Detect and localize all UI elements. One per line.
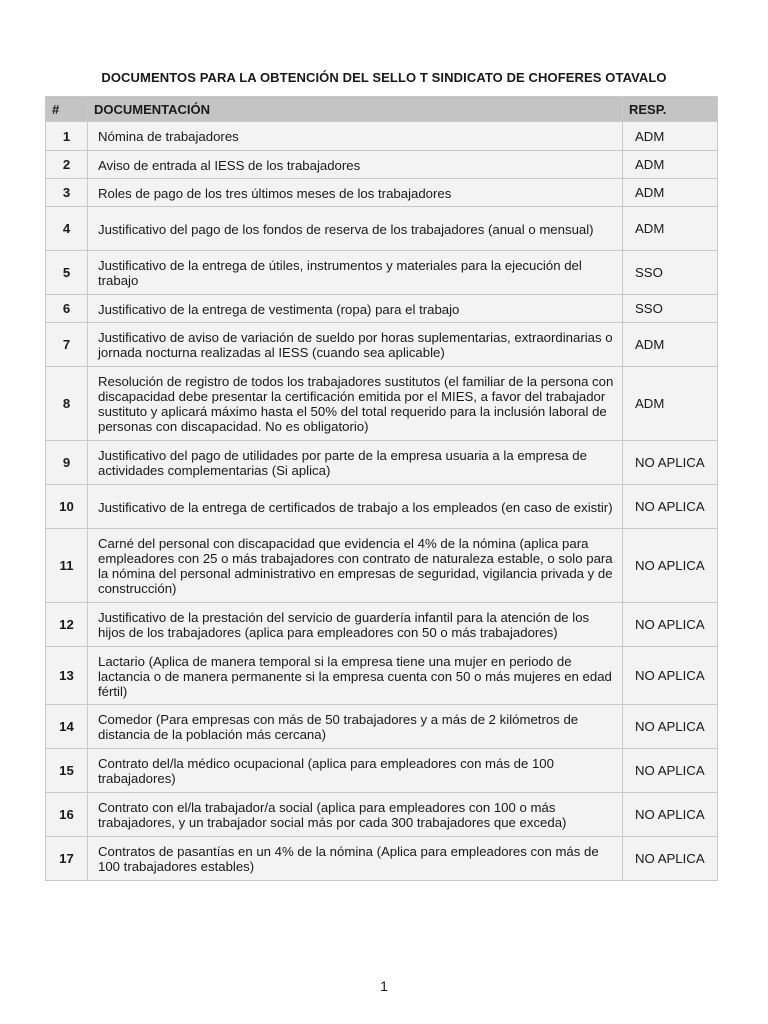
row-responsible: NO APLICA <box>623 749 718 793</box>
table-row <box>46 485 718 529</box>
row-responsible: NO APLICA <box>623 441 718 485</box>
table-body <box>46 122 718 881</box>
table-row <box>46 705 718 749</box>
row-number: 3 <box>46 179 88 207</box>
row-documentation: Justificativo de la entrega de vestimenta (ropa) para el trabajo <box>88 295 623 323</box>
row-responsible: ADM <box>623 151 718 179</box>
table-row <box>46 647 718 705</box>
row-documentation: Contratos de pasantías en un 4% de la nómina (Aplica para empleadores con más de 100 trabajadores estables) <box>88 837 623 881</box>
row-documentation: Roles de pago de los tres últimos meses de los trabajadores <box>88 179 623 207</box>
row-responsible: NO APLICA <box>623 529 718 603</box>
row-documentation: Comedor (Para empresas con más de 50 trabajadores y a más de 2 kilómetros de distancia de la población más cercana) <box>88 705 623 749</box>
table-header <box>46 97 718 122</box>
table-row <box>46 603 718 647</box>
row-documentation: Nómina de trabajadores <box>88 122 623 151</box>
row-responsible: NO APLICA <box>623 603 718 647</box>
header-number: # <box>46 97 88 122</box>
row-responsible: ADM <box>623 179 718 207</box>
row-number: 1 <box>46 122 88 151</box>
row-responsible: ADM <box>623 122 718 151</box>
table-row <box>46 837 718 881</box>
table-row <box>46 529 718 603</box>
row-responsible: NO APLICA <box>623 647 718 705</box>
table-row <box>46 207 718 251</box>
row-responsible: NO APLICA <box>623 705 718 749</box>
row-number: 6 <box>46 295 88 323</box>
row-number: 15 <box>46 749 88 793</box>
row-number: 10 <box>46 485 88 529</box>
row-documentation: Justificativo de la entrega de certificados de trabajo a los empleados (en caso de existir) <box>88 485 623 529</box>
row-number: 12 <box>46 603 88 647</box>
table-row <box>46 151 718 179</box>
row-documentation: Aviso de entrada al IESS de los trabajadores <box>88 151 623 179</box>
table-row <box>46 179 718 207</box>
table-row <box>46 749 718 793</box>
row-documentation: Justificativo de la entrega de útiles, instrumentos y materiales para la ejecución del trabajo <box>88 251 623 295</box>
row-documentation: Carné del personal con discapacidad que evidencia el 4% de la nómina (aplica para empleadores con 25 o más trabajadores con contrato de naturaleza estable, o solo para la nómina del personal administrativo en empresas de seguridad, vigilancia privada y de construcción) <box>88 529 623 603</box>
table-row <box>46 122 718 151</box>
row-documentation: Justificativo de la prestación del servicio de guardería infantil para la atención de los hijos de los trabajadores (aplica para empleadores con 50 o más trabajadores) <box>88 603 623 647</box>
row-documentation: Contrato del/la médico ocupacional (aplica para empleadores con más de 100 trabajadores) <box>88 749 623 793</box>
row-number: 16 <box>46 793 88 837</box>
row-number: 14 <box>46 705 88 749</box>
table-row <box>46 793 718 837</box>
page-number: 1 <box>380 978 388 994</box>
row-documentation: Resolución de registro de todos los trabajadores sustitutos (el familiar de la persona con discapacidad debe presentar la certificación emitida por el MIES, a favor del trabajador sustituto y aplicará máximo hasta el 50% del total requerido para la inclusión laboral de personas con discapacidad. No es obligatorio) <box>88 367 623 441</box>
document-title: DOCUMENTOS PARA LA OBTENCIÓN DEL SELLO T SINDICATO DE CHOFERES OTAVALO <box>101 70 667 85</box>
documents-table <box>45 96 718 881</box>
row-number: 13 <box>46 647 88 705</box>
row-documentation: Justificativo de aviso de variación de sueldo por horas suplementarias, extraordinarias o jornada nocturna realizadas al IESS (cuando sea aplicable) <box>88 323 623 367</box>
row-number: 9 <box>46 441 88 485</box>
table-row <box>46 251 718 295</box>
row-number: 8 <box>46 367 88 441</box>
row-responsible: ADM <box>623 207 718 251</box>
header-documentation: DOCUMENTACIÓN <box>88 97 623 122</box>
row-number: 2 <box>46 151 88 179</box>
row-responsible: SSO <box>623 251 718 295</box>
row-responsible: NO APLICA <box>623 485 718 529</box>
row-documentation: Justificativo del pago de utilidades por parte de la empresa usuaria a la empresa de actividades complementarias (Si aplica) <box>88 441 623 485</box>
table-row <box>46 441 718 485</box>
row-responsible: NO APLICA <box>623 837 718 881</box>
table-row <box>46 323 718 367</box>
row-responsible: ADM <box>623 367 718 441</box>
row-number: 11 <box>46 529 88 603</box>
row-responsible: SSO <box>623 295 718 323</box>
table-row <box>46 295 718 323</box>
row-responsible: NO APLICA <box>623 793 718 837</box>
row-number: 7 <box>46 323 88 367</box>
row-documentation: Justificativo del pago de los fondos de reserva de los trabajadores (anual o mensual) <box>88 207 623 251</box>
header-responsible: RESP. <box>623 97 718 122</box>
row-documentation: Lactario (Aplica de manera temporal si la empresa tiene una mujer en periodo de lactancia o de manera permanente si la empresa cuenta con 50 o más mujeres en edad fértil) <box>88 647 623 705</box>
header-row <box>46 97 718 122</box>
table-row <box>46 367 718 441</box>
row-number: 17 <box>46 837 88 881</box>
row-number: 5 <box>46 251 88 295</box>
row-number: 4 <box>46 207 88 251</box>
row-documentation: Contrato con el/la trabajador/a social (aplica para empleadores con 100 o más trabajadores, y un trabajador social más por cada 300 trabajadores que exceda) <box>88 793 623 837</box>
row-responsible: ADM <box>623 323 718 367</box>
